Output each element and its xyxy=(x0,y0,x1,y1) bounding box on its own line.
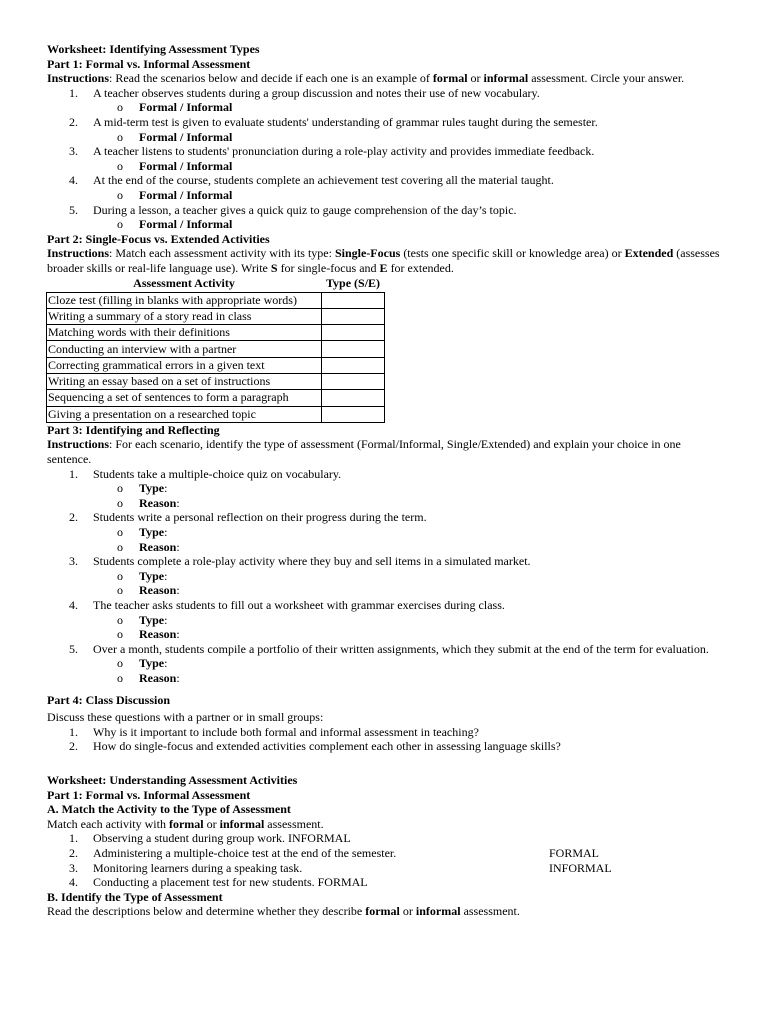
section-b-instructions: Read the descriptions below and determine whether they describe formal or informal assessment. xyxy=(47,904,520,919)
list-item: 2. Administering a multiple-choice test at the end of the semester. FORMAL xyxy=(69,845,600,860)
activity-cell: Sequencing a set of sentences to form a paragraph xyxy=(47,390,322,406)
list-item: 4. At the end of the course, students complete an achievement test covering all the material taught. xyxy=(69,173,554,188)
activity-cell: Conducting an interview with a partner xyxy=(47,341,322,357)
worksheet2-title: Worksheet: Understanding Assessment Activities xyxy=(47,772,298,787)
list-item: 2. A mid-term test is given to evaluate students' understanding of grammar rules taught during the semester. xyxy=(69,114,598,129)
reason-field[interactable]: o Reason: xyxy=(47,540,727,555)
type-answer-cell[interactable] xyxy=(322,373,385,389)
part4-list xyxy=(47,725,727,754)
part3-list xyxy=(47,467,727,686)
section-a-list xyxy=(47,831,727,889)
type-answer-cell[interactable] xyxy=(322,390,385,406)
activity-cell: Writing a summary of a story read in class xyxy=(47,308,322,324)
type-field[interactable]: o Type: xyxy=(47,613,727,628)
answer-label: FORMAL xyxy=(549,845,600,860)
type-answer-cell[interactable] xyxy=(322,341,385,357)
part1-instructions: Instructions: Read the scenarios below and decide if each one is an example of formal or informal assessment. Circle your answer. xyxy=(47,71,685,86)
list-item: 4. Conducting a placement test for new students. FORMAL xyxy=(69,875,368,890)
type-answer-cell[interactable] xyxy=(322,325,385,341)
part4-heading: Part 4: Class Discussion xyxy=(47,692,171,707)
part3-instructions: Instructions: For each scenario, identify the type of assessment (Formal/Informal, Single/Extended) and explain your choice in one sentence. xyxy=(47,437,681,467)
section-a-instructions: Match each activity with formal or informal assessment. xyxy=(47,816,324,831)
list-item: 1. Observing a student during group work. INFORMAL xyxy=(69,831,351,846)
activity-cell: Matching words with their definitions xyxy=(47,325,322,341)
list-item: 1. Students take a multiple-choice quiz on vocabulary. xyxy=(69,466,342,481)
ws2-part1-heading: Part 1: Formal vs. Informal Assessment xyxy=(47,787,251,802)
list-item: 3. Monitoring learners during a speaking task. INFORMAL xyxy=(69,860,612,875)
list-item: 2. Students write a personal reflection on their progress during the term. xyxy=(69,510,427,525)
list-item: 4. The teacher asks students to fill out a worksheet with grammar exercises during class. xyxy=(69,598,505,612)
reason-field[interactable]: o Reason: xyxy=(47,671,727,686)
choice-option[interactable]: o Formal / Informal xyxy=(47,188,727,203)
choice-option[interactable]: o Formal / Informal xyxy=(47,130,727,145)
table-row xyxy=(47,357,385,373)
list-item: 1. Why is it important to include both formal and informal assessment in teaching? xyxy=(69,724,479,739)
table-row xyxy=(47,341,385,357)
reason-field[interactable]: o Reason: xyxy=(47,496,727,511)
table-header-activity: Assessment Activity xyxy=(133,276,235,290)
answer-label: INFORMAL xyxy=(549,860,612,875)
worksheet-page xyxy=(47,42,727,919)
table-row xyxy=(47,406,385,422)
activity-cell: Cloze test (filling in blanks with appropriate words) xyxy=(47,292,322,308)
part2-instructions: Instructions: Match each assessment activity with its type: Single-Focus (tests one specific skill or knowledge area) or Extended (assesses broader skills or real-life language use). Write S for single-focus and E for extended. xyxy=(47,246,720,275)
type-field[interactable]: o Type: xyxy=(47,525,727,540)
type-field[interactable]: o Type: xyxy=(47,656,727,671)
worksheet-title: Worksheet: Identifying Assessment Types xyxy=(47,42,260,56)
type-field[interactable]: o Type: xyxy=(47,481,727,496)
type-answer-cell[interactable] xyxy=(322,292,385,308)
reason-field[interactable]: o Reason: xyxy=(47,627,727,642)
table-row xyxy=(47,325,385,341)
choice-option[interactable]: o Formal / Informal xyxy=(47,217,727,232)
choice-option[interactable]: o Formal / Informal xyxy=(47,159,727,174)
list-item: 2. How do single-focus and extended activities complement each other in assessing language skills? xyxy=(69,739,561,754)
type-answer-cell[interactable] xyxy=(322,406,385,422)
table-row xyxy=(47,308,385,324)
activity-cell: Correcting grammatical errors in a given text xyxy=(47,357,322,373)
part4-intro: Discuss these questions with a partner or in small groups: xyxy=(47,710,324,725)
list-item: 3. A teacher listens to students' pronunciation during a role-play activity and provides immediate feedback. xyxy=(69,144,595,159)
part2-heading: Part 2: Single-Focus vs. Extended Activities xyxy=(47,231,270,246)
part3-heading: Part 3: Identifying and Reflecting xyxy=(47,422,220,437)
section-b-heading: B. Identify the Type of Assessment xyxy=(47,889,223,904)
section-a-heading: A. Match the Activity to the Type of Assessment xyxy=(47,802,291,817)
spacer xyxy=(47,754,727,773)
table-row xyxy=(47,292,385,308)
list-item: 5. During a lesson, a teacher gives a quick quiz to gauge comprehension of the day’s topic. xyxy=(69,202,517,217)
type-field[interactable]: o Type: xyxy=(47,569,727,584)
table-row xyxy=(47,373,385,389)
table-header-type: Type (S/E) xyxy=(325,276,381,290)
spacer xyxy=(47,686,727,693)
type-answer-cell[interactable] xyxy=(322,357,385,373)
list-item: 1. A teacher observes students during a group discussion and notes their use of new vocabulary. xyxy=(69,85,540,100)
list-item: 3. Students complete a role-play activity where they buy and sell items in a simulated market. xyxy=(69,554,531,569)
type-answer-cell[interactable] xyxy=(322,308,385,324)
list-item: 5. Over a month, students compile a portfolio of their written assignments, which they submit at the end of the term for evaluation. xyxy=(69,641,709,656)
activity-cell: Writing an essay based on a set of instructions xyxy=(47,373,322,389)
table-row xyxy=(47,390,385,406)
reason-field[interactable]: o Reason: xyxy=(47,583,727,598)
activity-table xyxy=(46,276,385,423)
part1-list xyxy=(47,86,727,232)
part1-heading: Part 1: Formal vs. Informal Assessment xyxy=(47,56,251,71)
activity-cell: Giving a presentation on a researched topic xyxy=(47,406,322,422)
choice-option[interactable]: o Formal / Informal xyxy=(47,100,727,115)
